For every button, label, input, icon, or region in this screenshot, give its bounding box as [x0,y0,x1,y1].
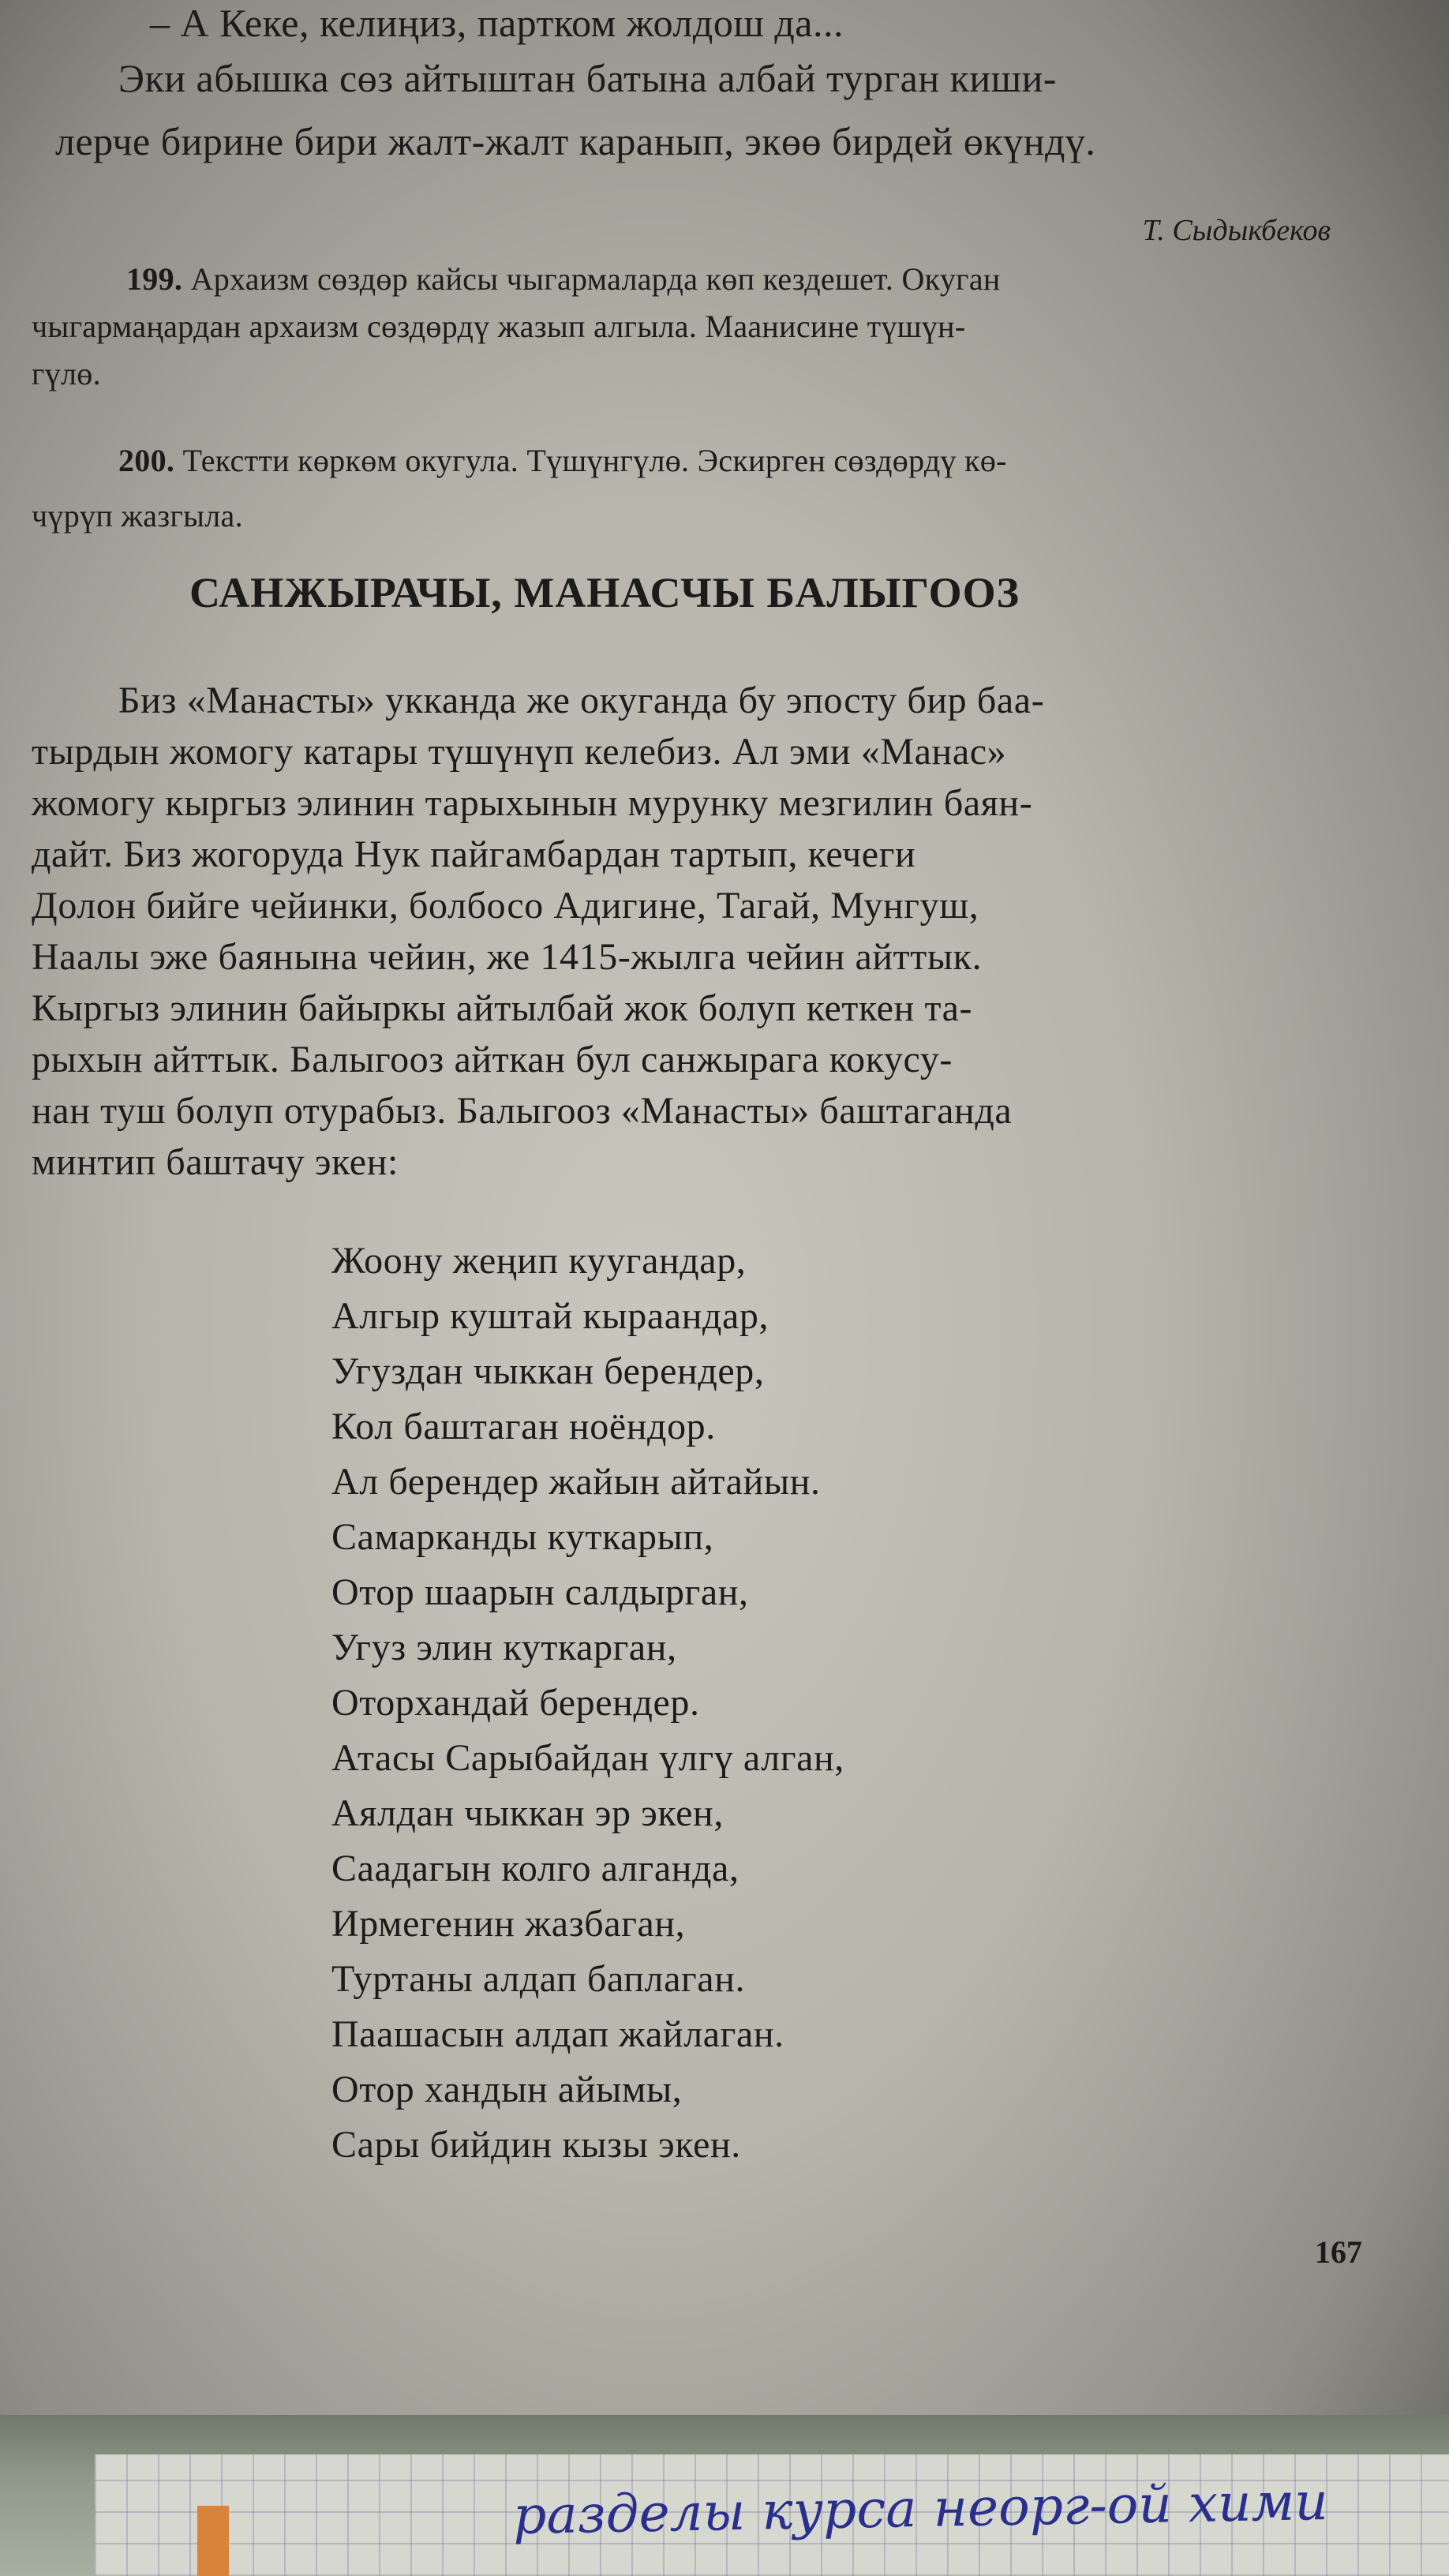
paragraph-line: рыхын айттык. Балыгооз айткан бул санжырага кокусу- [32,1039,953,1080]
paragraph-line: дайт. Биз жогоруда Нук пайгамбардан тартып, кечеги [32,833,916,875]
paragraph-line: Долон бийге чейинки, болбосо Адигине, Тагай, Мунгуш, [32,885,979,927]
paragraph-line: Наалы эже баянына чейин, же 1415-жылга чейин айттык. [32,936,983,978]
exercise-199 [126,260,1001,298]
verse-line: Отор шаарын салдырган, [331,1571,749,1613]
verse-line: Туртаны алдап баплаган. [331,1958,746,2000]
orange-bookmark [197,2506,229,2576]
exercise-number: 200. [118,443,175,478]
exercise-number: 199. [126,261,183,297]
exercise-200 [118,442,1007,480]
verse-line: Угуздан чыккан берендер, [331,1350,765,1392]
verse-line: Оторхандай берендер. [331,1682,700,1724]
paragraph-line: жомогу кыргыз элинин тарыхынын мурунку мезгилин баян- [32,782,1033,824]
dialogue-line: – А Кеке, келиңиз, партком жолдош да... [150,1,844,45]
paragraph-line: тырдын жомогу катары түшүнүп келебиз. Ал эми «Манас» [32,731,1007,773]
verse-line: Кол баштаган ноёндор. [331,1406,716,1447]
verse-line: Жоону жеңип куугандар, [331,1240,747,1282]
verse-line: Ал берендер жайын айтайын. [331,1461,821,1503]
verse-line: Ирмегенин жазбаган, [331,1903,686,1945]
prose-line: Эки абышка сөз айтыштан батына албай турган киши- [118,56,1058,100]
page-number: 167 [1315,2234,1362,2270]
verse-line: Паашасын алдап жайлаган. [331,2013,784,2055]
verse-line: Самарканды куткарып, [331,1516,714,1558]
paragraph-line: минтип баштачу экен: [32,1141,399,1183]
exercise-text: Архаизм сөздөр кайсы чыгармаларда көп кездешет. Окуган [190,261,1001,297]
paragraph-line: Кыргыз элинин байыркы айтылбай жок болуп кеткен та- [32,987,973,1029]
exercise-text: чүрүп жазгыла. [32,498,243,534]
verse-line: Аялдан чыккан эр экен, [331,1792,724,1834]
paragraph-line: нан туш болуп отурабыз. Балыгооз «Манасты» баштаганда [32,1090,1013,1132]
author-attribution: Т. Сыдыкбеков [1142,214,1331,247]
verse-line: Алгыр куштай кыраандар, [331,1295,769,1337]
verse-line: Угуз элин куткарган, [331,1627,677,1668]
verse-line: Атасы Сарыбайдан үлгү алган, [331,1737,844,1779]
paragraph-line: Биз «Манасты» укканда же окуганда бу эпосту бир баа- [118,680,1045,721]
handwritten-note: разделы курса неорг-ой хими [512,2470,1329,2547]
exercise-text: чыгармаңардан архаизм сөздөрдү жазып алгыла. Маанисине түшүн- [32,309,966,344]
exercise-text: гүлө. [32,356,101,391]
verse-line: Саадагын колго алганда, [331,1848,739,1889]
verse-line: Отор хандын айымы, [331,2069,683,2110]
verse-line: Сары бийдин кызы экен. [331,2124,741,2166]
exercise-text: Текстти көркөм окугула. Түшүнгүлө. Эскирген сөздөрдү кө- [182,443,1007,478]
prose-line: лерче бирине бири жалт-жалт каранып, экөө бирдей өкүндү. [55,119,1096,163]
section-heading: САНЖЫРАЧЫ, МАНАСЧЫ БАЛЫГООЗ [189,569,1020,616]
